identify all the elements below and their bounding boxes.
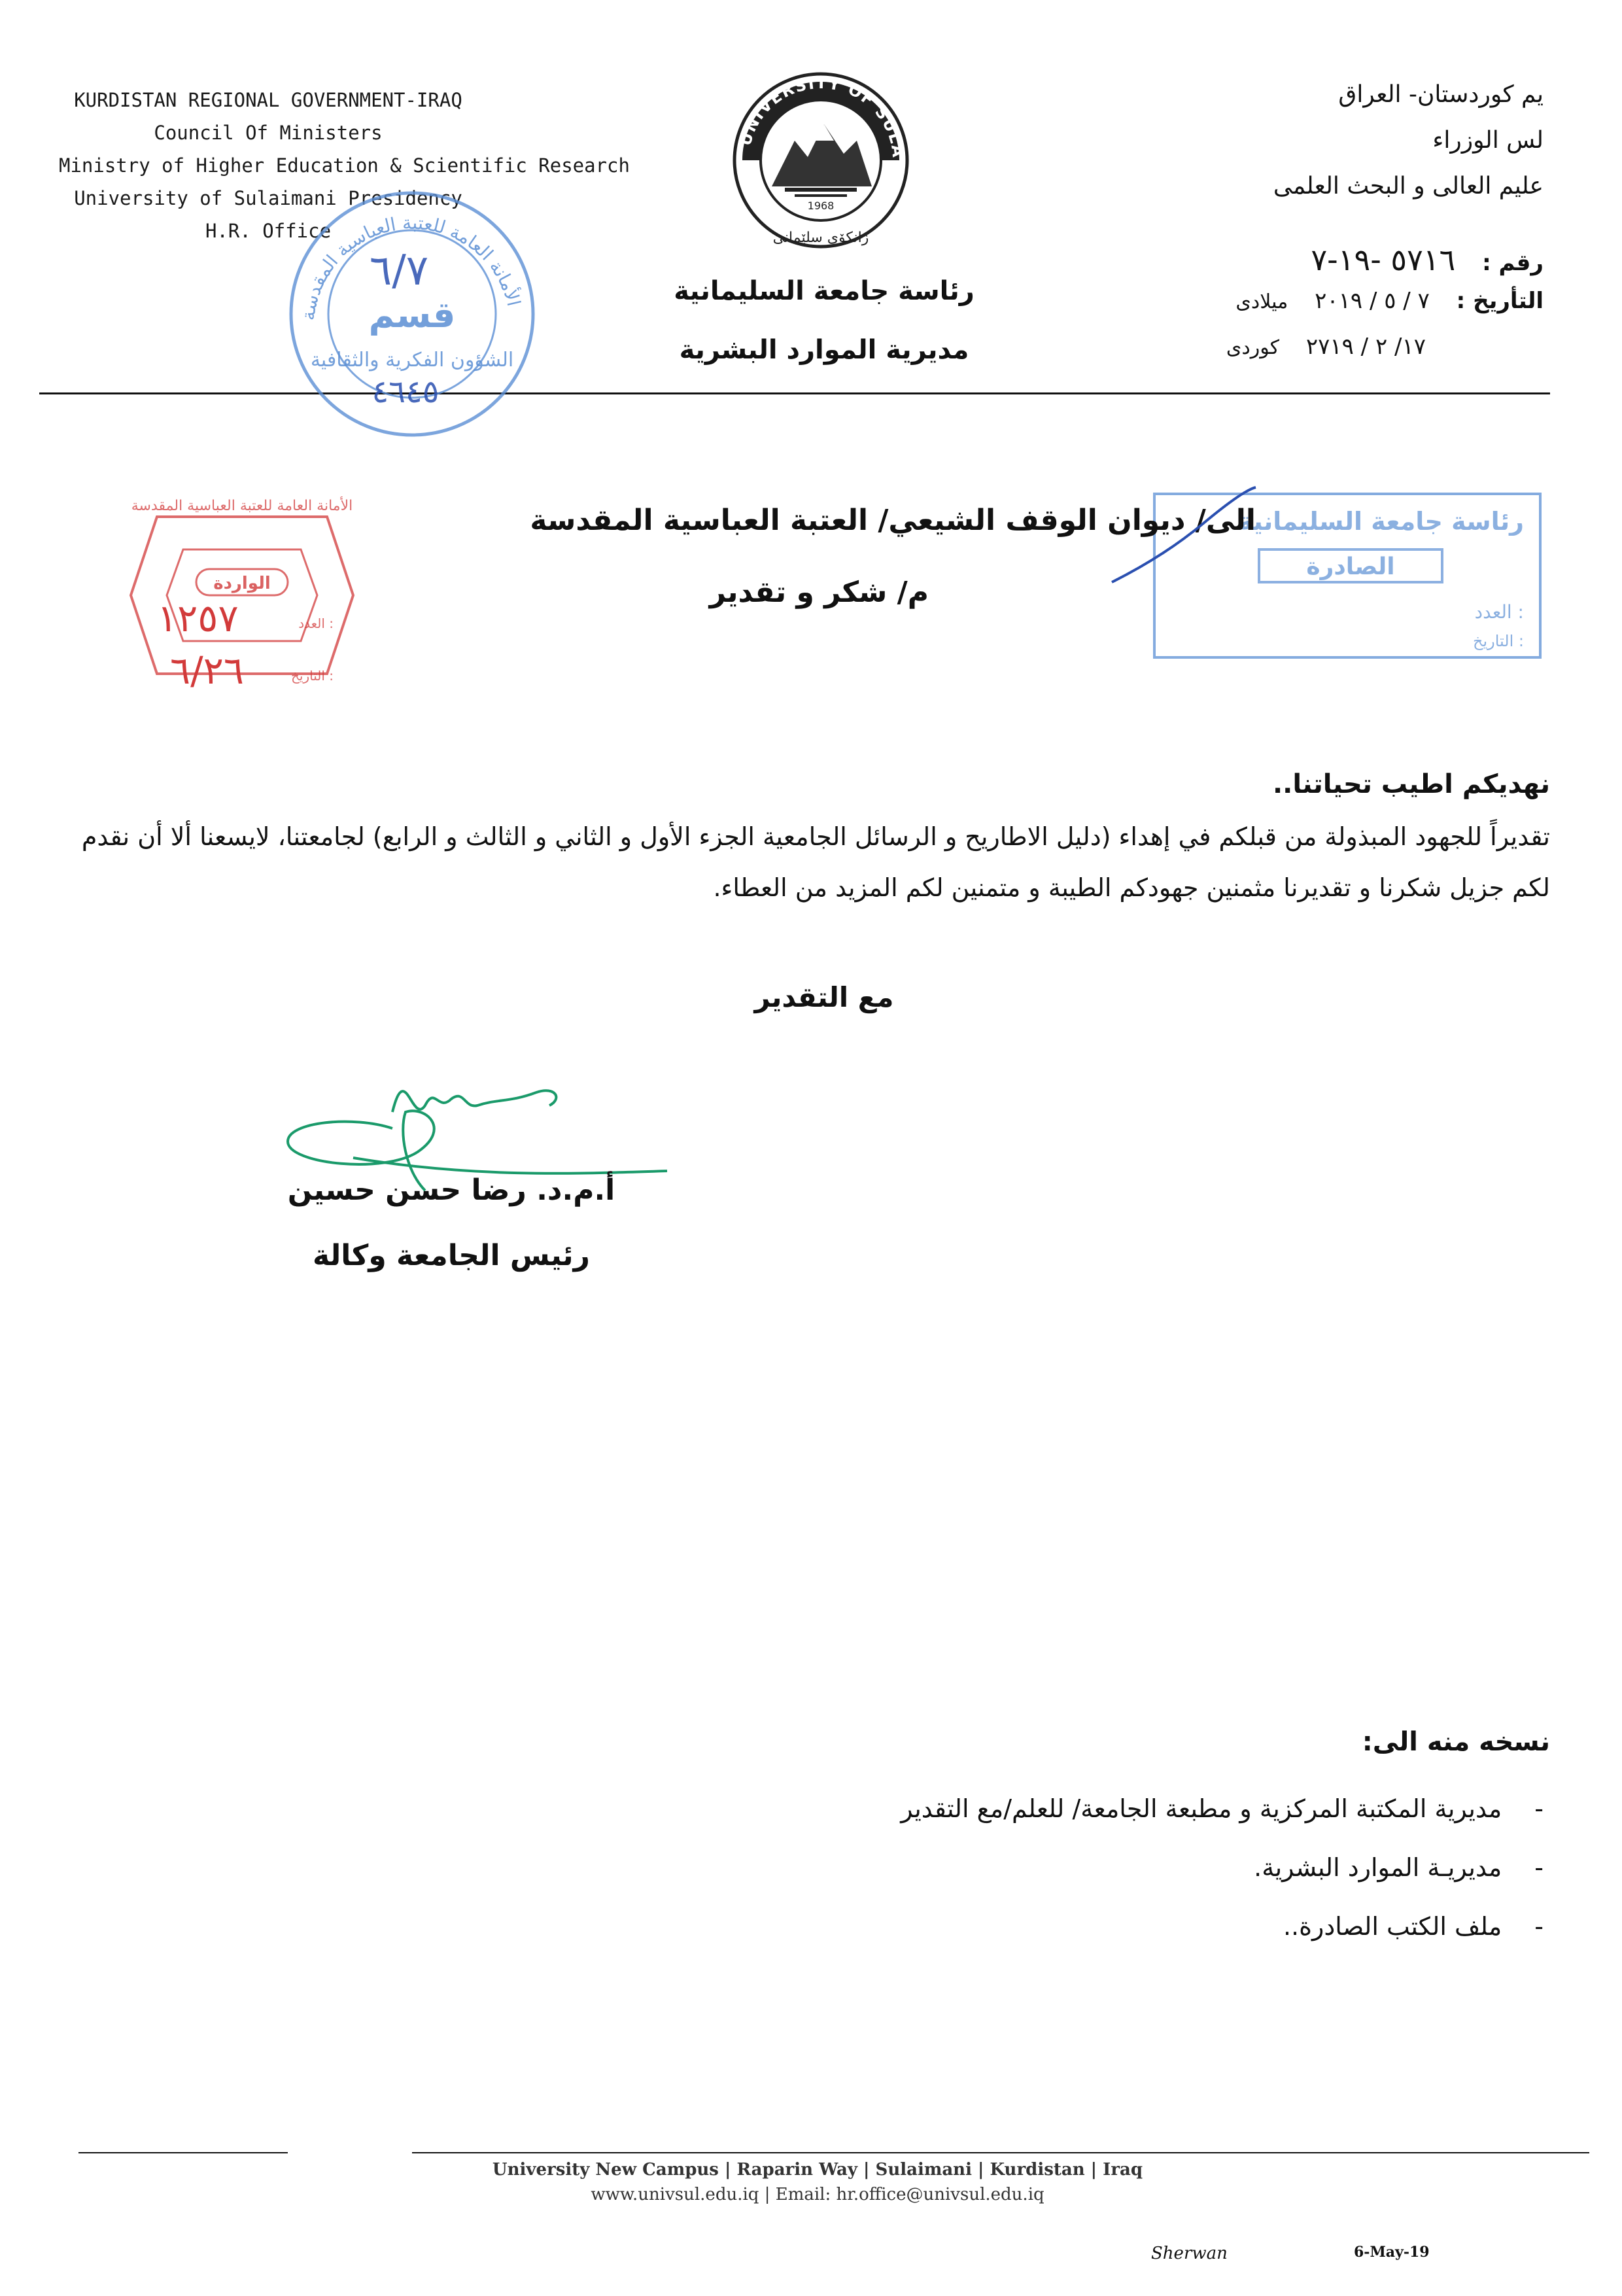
list-item <box>628 1897 1544 1956</box>
number-label: رقم : <box>1482 250 1544 276</box>
addressee: الى/ ديوان الوقف الشيعي/ العتبة العباسية المقدسة <box>530 504 1256 537</box>
footer-email: | Email: hr.office@univsul.edu.iq <box>759 2185 1044 2204</box>
header-en-line1: KURDISTAN REGIONAL GOVERNMENT-IRAQ <box>74 89 462 111</box>
svg-text:الشؤون الفكرية والثقافية: الشؤون الفكرية والثقافية <box>310 349 514 372</box>
center-title-line1: رئاسة جامعة السليمانية <box>674 276 975 306</box>
gregorian-date-row <box>1235 288 1544 314</box>
header-en-line5: H.R. Office <box>205 220 332 242</box>
header-divider <box>39 392 1550 394</box>
center-arabic-title <box>641 262 1007 379</box>
date-kurdish: ١٧/ ٢ / ٢٧١٩ <box>1305 334 1426 360</box>
svg-text:الواردة: الواردة <box>213 574 271 593</box>
svg-text:العدد :: العدد : <box>298 616 334 631</box>
signatory-name: أ.م.د. رضا حسن حسين <box>287 1174 615 1207</box>
pen-stroke-icon <box>1105 484 1262 589</box>
university-logo-icon <box>723 62 919 252</box>
copy-item-1: مديرية المكتبة المركزية و مطبعة الجامعة/ للعلم/مع التقدير <box>901 1794 1502 1823</box>
closing-regards: مع التقدير <box>754 981 894 1013</box>
list-item <box>628 1838 1544 1897</box>
stamp-hex-icon <box>118 458 366 733</box>
svg-text:٤٦٤٥: ٤٦٤٥ <box>371 374 440 410</box>
svg-text:رئاسة جامعة السليمانية: رئاسة جامعة السليمانية <box>1238 507 1524 536</box>
kurdish-date-row <box>1226 334 1544 360</box>
header-en-line3: Ministry of Higher Education & Scientific Research <box>59 154 630 177</box>
kurdish-label: كوردى <box>1226 336 1279 359</box>
svg-text:التاريخ :: التاريخ : <box>290 668 334 684</box>
svg-text:التاريخ :: التاريخ : <box>1472 632 1524 650</box>
svg-text:الأمانة العامة للعتبة العباسية: الأمانة العامة للعتبة العباسية المقدسة <box>131 498 353 514</box>
header-ar-line1: يم كوردستان- العراق <box>1338 81 1544 108</box>
copies-list <box>628 1779 1544 1956</box>
blue-circle-stamp <box>275 177 549 451</box>
svg-text:1968: 1968 <box>807 200 835 212</box>
svg-text:قسم: قسم <box>368 294 456 336</box>
footer-divider-left <box>78 2152 288 2153</box>
header-ar-line3: عليم العالى و البحث العلمى <box>1273 173 1544 200</box>
footer-divider-right <box>412 2152 1589 2153</box>
list-item <box>628 1779 1544 1838</box>
svg-text:الأمانة العامة للعتبة العباسية: الأمانة العامة للعتبة العباسية المقدسة <box>297 211 525 322</box>
signatory-block <box>249 1158 654 1289</box>
header-en-line4: University of Sulaimani Presidency <box>74 187 462 209</box>
pen-strike <box>1105 484 1262 589</box>
greeting: نهديكم اطيب تحياتنا.. <box>1272 769 1550 799</box>
footer-date: 6-May-19 <box>1354 2244 1430 2261</box>
bullet: - <box>1534 1912 1544 1941</box>
svg-text:UNIVERSITY OF SULAIMANI: UNIVERSITY OF SULA <box>736 73 908 160</box>
bullet: - <box>1534 1794 1544 1823</box>
header-ar-line2: لس الوزراء <box>1432 127 1544 154</box>
body-paragraph: تقديراً للجهود المبذولة من قبلكم في إهداء (دليل الاطاريح و الرسائل الجامعية الجزء الأول و الثاني و الثالث و الرابع) لجامعتنا، لايسعنا ألا أن نقدم لكم جزيل شكرنا و تقديرنا مثمنين جهودكم الطيبة و متمنين لكم المزيد من العطاء. <box>81 822 1550 902</box>
svg-text:زانكۆى سلێمانى: زانكۆى سلێمانى <box>772 230 869 246</box>
footer <box>458 2157 1177 2207</box>
svg-text:١٢٥٧: ١٢٥٧ <box>157 596 239 640</box>
svg-text:الصادرة: الصادرة <box>1306 553 1395 580</box>
copy-item-2: مديريـة الموارد البشرية. <box>1254 1853 1502 1882</box>
reference-number-row <box>1311 242 1544 277</box>
date-label: التأريخ : <box>1456 288 1544 314</box>
copies-title: نسخه منه الى: <box>1362 1727 1550 1757</box>
red-incoming-stamp <box>118 458 366 733</box>
copy-item-3: ملف الكتب الصادرة.. <box>1283 1912 1502 1941</box>
number-value: ٥٧١٦ -١٩-٧ <box>1311 242 1456 277</box>
university-logo <box>723 62 919 252</box>
date-gregorian: ٧ / ٥ / ٢٠١٩ <box>1315 288 1430 314</box>
svg-text:٦/٧: ٦/٧ <box>369 247 429 295</box>
footer-website-link[interactable]: www.univsul.edu.iq <box>591 2185 759 2204</box>
gregorian-label: ميلادى <box>1235 290 1288 313</box>
subject: م/ شكر و تقدير <box>709 576 929 609</box>
footer-address: University New Campus | Raparin Way | Sulaimani | Kurdistan | Iraq <box>492 2160 1143 2180</box>
stamp-circle-icon <box>275 177 549 451</box>
svg-text:٦/٢٦: ٦/٢٦ <box>170 648 244 693</box>
svg-text:العدد :: العدد : <box>1474 601 1524 623</box>
center-title-line2: مديرية الموارد البشرية <box>679 335 969 365</box>
footer-contact <box>458 2182 1177 2207</box>
footer-author: Sherwan <box>1151 2244 1228 2263</box>
header-arabic <box>1138 72 1544 209</box>
signatory-title: رئيس الجامعة وكالة <box>313 1239 590 1272</box>
header-en-line2: Council Of Ministers <box>154 122 383 144</box>
bullet: - <box>1534 1853 1544 1882</box>
